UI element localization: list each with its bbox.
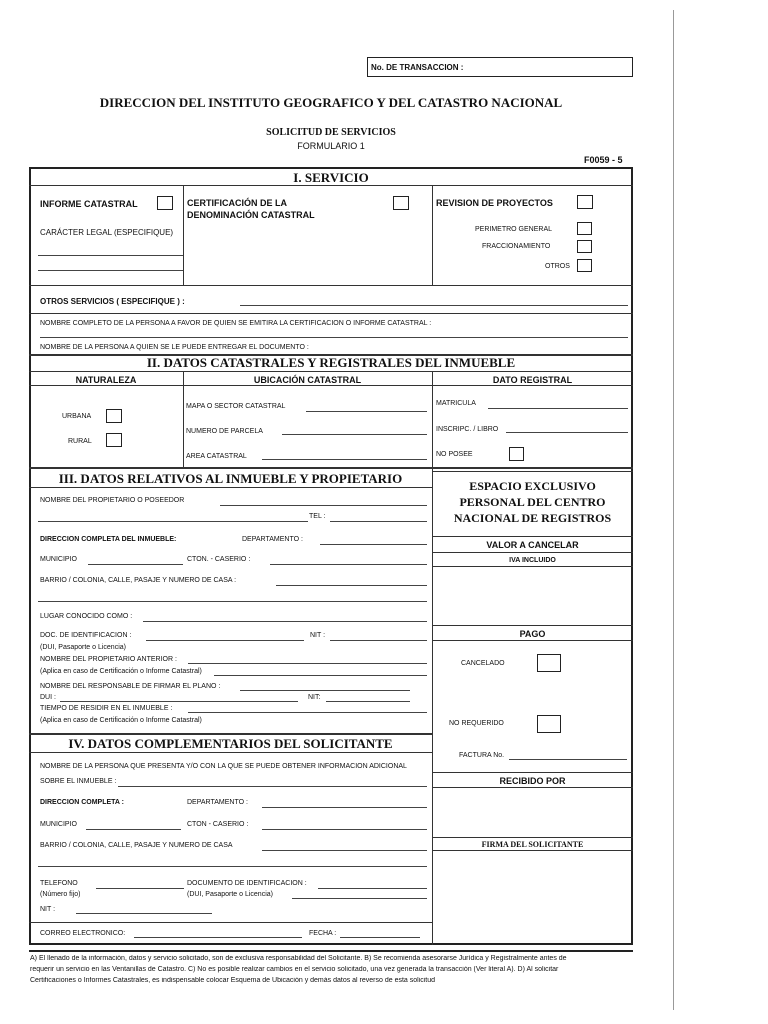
propietario-line[interactable] [220,505,427,506]
informe-catastral-label: INFORME CATASTRAL [40,199,138,209]
iva-incluido-label: IVA INCLUIDO [509,557,556,564]
firma-solicitante-label: FIRMA DEL SOLICITANTE [481,840,584,849]
transaction-box[interactable] [367,57,633,77]
lugar-line[interactable] [143,621,427,622]
otros-checkbox[interactable] [577,259,592,272]
direccion-inmueble-label: DIRECCION COMPLETA DEL INMUEBLE: [40,536,177,543]
divider [432,850,633,851]
perimetro-general-label: PERIMETRO GENERAL [475,226,553,233]
cancelado-checkbox[interactable] [537,654,561,672]
espacio-exclusivo-title-1: ESPACIO EXCLUSIVO [469,479,596,493]
divider [432,471,633,472]
footer-note-line-2: requerir un servicio en las Ventanillas de Catastro. C) No es posible realizar cambios en el servicio solicitado, una vez generada la transacción (Ver literal A). D) Al solicitar [30,966,559,973]
cton-label: CTON. - CASERIO : [187,556,251,563]
caracter-legal-line[interactable] [38,255,183,256]
urbana-checkbox[interactable] [106,409,122,423]
documento-line[interactable] [318,888,427,889]
informe-catastral-checkbox[interactable] [157,196,173,210]
aplica-note-2: (Aplica en caso de Certificación o Informe Catastral) [40,717,202,724]
certificacion-checkbox[interactable] [393,196,409,210]
cton-label-4: CTON - CASERIO : [187,821,249,828]
no-requerido-label: NO REQUERIDO [449,720,504,727]
divider [183,185,184,285]
telefono-label: TELEFONO [40,880,78,887]
barrio-line[interactable] [276,585,427,586]
dui-line[interactable] [60,701,298,702]
parcela-label: NUMERO DE PARCELA [186,428,263,435]
section-4-title: IV. DATOS COMPLEMENTARIOS DEL SOLICITANTE [68,736,393,751]
certificacion-label-1: CERTIFICACIÓN DE LA [187,198,287,208]
footer-note-line-1: A) El llenado de la información, datos y servicio solicitado, son de exclusiva responsabilidad del Solicitante. B) Se recomienda asesorarse Jurídica y Registralmente antes de [30,955,567,962]
revision-proyectos-label: REVISION DE PROYECTOS [436,198,553,208]
municipio-label: MUNICIPIO [40,556,77,563]
factura-label: FACTURA No. [459,752,505,759]
inscripc-label: INSCRIPC. / LIBRO [436,426,499,433]
aplica-note-1: (Aplica en caso de Certificación o Informe Catastral) [40,668,202,675]
persona-info-label-1: NOMBRE DE LA PERSONA QUE PRESENTA Y/O CON LA QUE SE PUEDE OBTENER INFORMACION ADICIONAL [40,763,407,770]
dato-registral-header: DATO REGISTRAL [492,375,573,385]
otros-servicios-label: OTROS SERVICIOS ( ESPECIFIQUE ) : [40,297,185,306]
barrio-label-4: BARRIO / COLONIA, CALLE, PASAJE Y NUMERO DE CASA [40,842,233,849]
barrio-label: BARRIO / COLONIA, CALLE, PASAJE Y NUMERO DE CASA : [40,577,237,584]
divider [432,640,633,641]
divider [432,552,633,553]
transaction-label: No. DE TRANSACCION : [371,63,464,72]
divider [432,371,433,467]
persona-info-line[interactable] [118,786,427,787]
revision-proyectos-checkbox[interactable] [577,195,593,209]
correo-label: CORREO ELECTRONICO: [40,930,126,937]
cancelado-label: CANCELADO [461,660,505,667]
nit-label-4: NIT : [40,906,56,913]
divider [29,385,633,386]
cton-line[interactable] [270,564,427,565]
anterior-label: NOMBRE DEL PROPIETARIO ANTERIOR : [40,656,177,663]
divider [29,185,633,186]
naturaleza-header: NATURALEZA [75,375,137,385]
divider [432,787,633,788]
municipio-label-4: MUNICIPIO [40,821,77,828]
caracter-legal-label: CARÁCTER LEGAL (ESPECIFIQUE) [40,228,174,237]
espacio-exclusivo-title-3: NACIONAL DE REGISTROS [453,511,612,525]
anterior-line[interactable] [188,663,427,664]
divider [432,772,633,773]
factura-line[interactable] [509,759,627,760]
divider [29,467,633,469]
divider [29,487,432,488]
dui-label: DUI : [40,694,56,701]
barrio-line-4b[interactable] [38,866,427,867]
numero-fijo-note: (Número fijo) [40,891,81,898]
divider [29,733,432,735]
documento-label: DOCUMENTO DE IDENTIFICACION : [187,880,307,887]
nit-line[interactable] [330,640,427,641]
tel-label: TEL : [309,513,326,520]
anterior-line-2[interactable] [214,675,427,676]
rural-checkbox[interactable] [106,433,122,447]
divider [432,536,633,537]
nombre-completo-line[interactable] [40,337,628,338]
cton-line-4[interactable] [262,829,427,830]
inscripc-line[interactable] [506,432,628,433]
fecha-line[interactable] [340,937,420,938]
divider [29,285,633,286]
otros-label: OTROS [545,263,570,270]
dui-note: (DUI, Pasaporte o Licencia) [40,644,126,651]
parcela-line[interactable] [282,434,427,435]
fecha-label: FECHA : [309,930,337,937]
nombre-entregar-label: NOMBRE DE LA PERSONA A QUIEN SE LE PUEDE ENTREGAR EL DOCUMENTO : [40,344,309,351]
form-subtitle: SOLICITUD DE SERVICIOS [266,127,396,138]
propietario-label: NOMBRE DEL PROPIETARIO O POSEEDOR [40,497,185,504]
divider [432,566,633,567]
doc-line[interactable] [146,640,304,641]
nit-label: NIT : [310,632,326,639]
propietario-line-2[interactable] [38,521,308,522]
mapa-label: MAPA O SECTOR CATASTRAL [186,403,286,410]
no-posee-checkbox[interactable] [509,447,524,461]
municipio-line-4[interactable] [86,829,181,830]
urbana-label: URBANA [62,413,92,420]
doc-label: DOC. DE IDENTIFICACION : [40,632,132,639]
section-2-title: II. DATOS CATASTRALES Y REGISTRALES DEL INMUEBLE [146,355,516,370]
responsable-line[interactable] [240,690,410,691]
footer-note-line-3: Certificaciones o Informes Catastrales, es indispensable colocar Esquema de Ubicación y demás datos al reverso de esta solicitud [30,977,436,984]
nombre-completo-label: NOMBRE COMPLETO DE LA PERSONA A FAVOR DE QUIEN SE EMITIRA LA CERTIFICACION O INFORME CATASTRAL : [40,320,432,327]
responsable-label: NOMBRE DEL RESPONSABLE DE FIRMAR EL PLANO : [40,683,221,690]
perimetro-general-checkbox[interactable] [577,222,592,235]
tiempo-label: TIEMPO DE RESIDIR EN EL INMUEBLE : [40,705,173,712]
espacio-exclusivo-title-2: PERSONAL DEL CENTRO [459,495,606,509]
valor-cancelar-label: VALOR A CANCELAR [486,540,579,550]
persona-info-label-2: SOBRE EL INMUEBLE : [40,778,117,785]
municipio-line[interactable] [88,564,183,565]
pago-label: PAGO [519,629,546,639]
divider [29,752,432,753]
matricula-label: MATRICULA [436,400,476,407]
form-name: FORMULARIO 1 [297,141,365,151]
mapa-line[interactable] [306,411,427,412]
form-code: F0059 - 5 [584,155,623,165]
otros-servicios-line[interactable] [240,305,628,306]
nit2-line[interactable] [326,701,410,702]
divider [432,625,633,626]
direccion-completa-label: DIRECCION COMPLETA : [40,799,124,806]
divider [183,371,184,467]
divider [29,313,633,314]
divider [29,922,432,923]
fraccionamiento-checkbox[interactable] [577,240,592,253]
rural-label: RURAL [68,438,92,445]
matricula-line[interactable] [488,408,628,409]
barrio-line-2[interactable] [38,601,427,602]
nit-line-4[interactable] [76,913,212,914]
departamento-line[interactable] [320,544,427,545]
barrio-line-4[interactable] [262,850,427,851]
divider [432,185,433,285]
nit2-label: NIT: [308,694,321,701]
recibido-por-label: RECIBIDO POR [499,776,566,786]
telefono-line[interactable] [96,888,184,889]
page-title: DIRECCION DEL INSTITUTO GEOGRAFICO Y DEL CATASTRO NACIONAL [99,95,563,110]
page-edge-rule [673,10,674,1010]
section-1-title: I. SERVICIO [293,170,369,185]
fraccionamiento-label: FRACCIONAMIENTO [482,243,551,250]
divider [29,371,633,372]
area-label: AREA CATASTRAL [186,453,247,460]
caracter-legal-line[interactable] [38,270,183,271]
documento-dui-note: (DUI, Pasaporte o Licencia) [187,891,273,898]
departamento-label-4: DEPARTAMENTO : [187,799,248,806]
no-requerido-checkbox[interactable] [537,715,561,733]
departamento-label: DEPARTAMENTO : [242,536,303,543]
documento-line-2[interactable] [292,898,427,899]
area-line[interactable] [262,459,427,460]
side-column-divider [432,467,433,945]
correo-line[interactable] [134,937,302,938]
tiempo-line[interactable] [188,712,427,713]
ubicacion-header: UBICACIÓN CATASTRAL [253,375,362,385]
section-3-title: III. DATOS RELATIVOS AL INMUEBLE Y PROPIETARIO [58,471,403,486]
certificacion-label-2: DENOMINACIÓN CATASTRAL [187,210,315,220]
divider [432,837,633,838]
departamento-line-4[interactable] [262,807,427,808]
tel-line[interactable] [330,521,427,522]
lugar-label: LUGAR CONOCIDO COMO : [40,613,133,620]
no-posee-label: NO POSEE [436,451,473,458]
